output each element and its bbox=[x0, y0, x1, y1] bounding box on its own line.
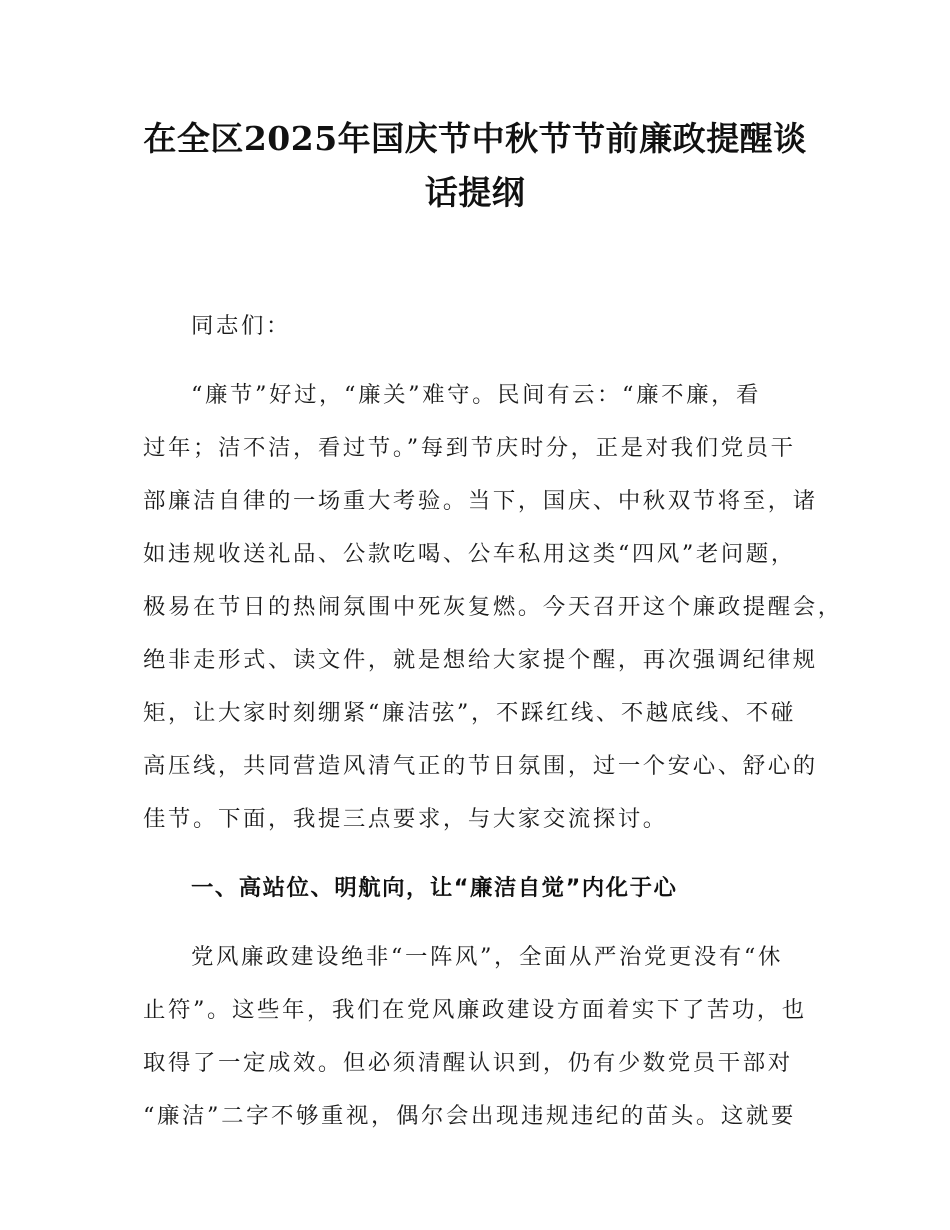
document-body bbox=[143, 300, 843, 1143]
paragraph-line: 党风廉政建设绝非“一阵风”，全面从严治党更没有“休 bbox=[191, 944, 783, 970]
paragraph-line: 矩，让大家时刻绷紧“廉洁弦”，不踩红线、不越底线、不碰 bbox=[143, 700, 796, 726]
paragraph-line: 取得了一定成效。但必须清醒认识到，仍有少数党员干部对 bbox=[143, 1050, 793, 1076]
paragraph-line: 部廉洁自律的一场重大考验。当下，国庆、中秋双节将至，诸 bbox=[143, 488, 818, 514]
paragraph-line: 高压线，共同营造风清气正的节日氛围，过一个安心、舒心的 bbox=[143, 753, 818, 779]
paragraph-line: 极易在节日的热闹氛围中死灰复燃。今天召开这个廉政提醒会， bbox=[143, 594, 843, 620]
section-1-heading: 一、高站位、明航向，让“廉洁自觉”内化于心 bbox=[191, 875, 678, 901]
paragraph-line: 佳节。下面，我提三点要求，与大家交流探讨。 bbox=[143, 806, 668, 832]
salutation: 同志们： bbox=[191, 313, 291, 339]
paragraph-line: 如违规收送礼品、公款吃喝、公车私用这类“四风”老问题， bbox=[143, 541, 796, 567]
paragraph-line: “廉节”好过，“廉关”难守。民间有云：“廉不廉，看 bbox=[191, 382, 762, 408]
title-line-1: 在全区2025年国庆节中秋节节前廉政提醒谈 bbox=[143, 119, 807, 158]
document-title bbox=[120, 112, 830, 220]
title-line-2: 话提纲 bbox=[424, 173, 526, 212]
paragraph-line: “廉洁”二字不够重视，偶尔会出现违规违纪的苗头。这就要 bbox=[143, 1103, 796, 1129]
paragraph-line: 绝非走形式、读文件，就是想给大家提个醒，再次强调纪律规 bbox=[143, 647, 818, 673]
paragraph-2 bbox=[143, 931, 828, 1143]
paragraph-line: 过年；洁不洁，看过节。”每到节庆时分，正是对我们党员干 bbox=[143, 435, 796, 461]
paragraph-1 bbox=[143, 369, 843, 846]
paragraph-line: 止符”。这些年，我们在党风廉政建设方面着实下了苦功，也 bbox=[143, 997, 807, 1023]
